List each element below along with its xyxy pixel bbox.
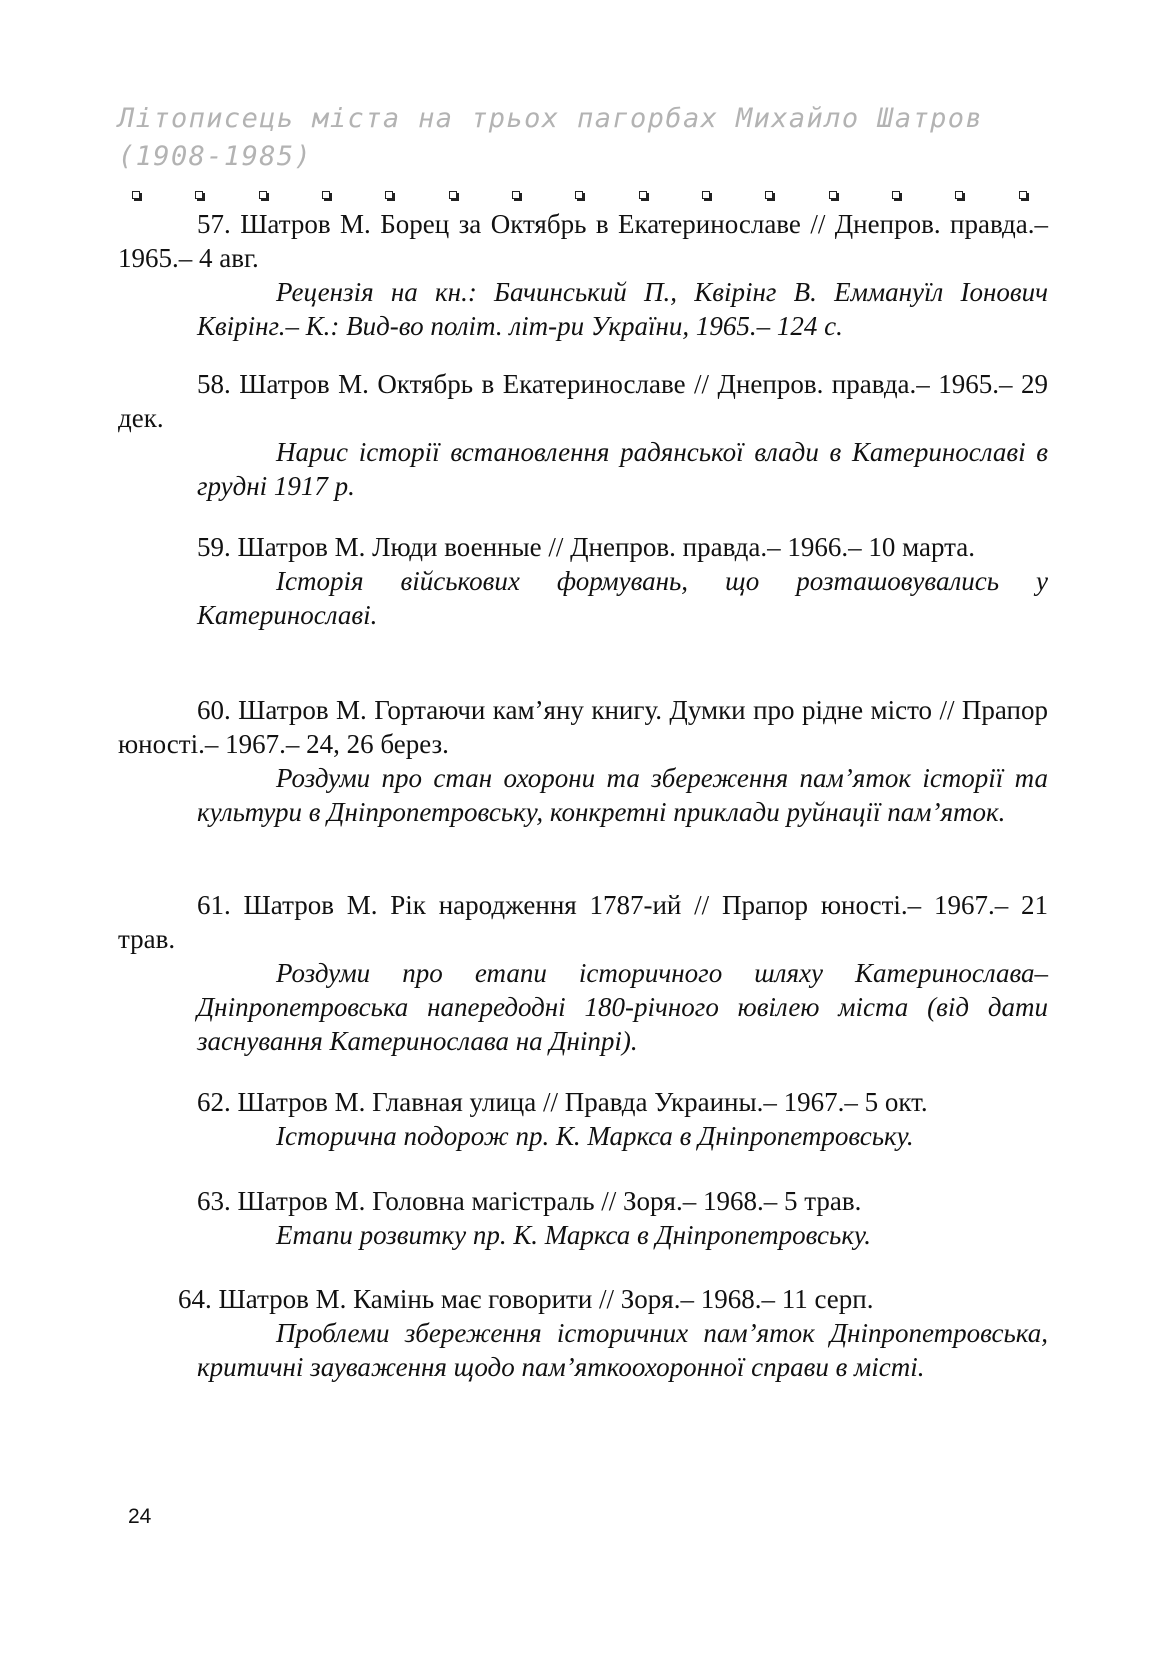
bibliography-entry-61 [118,888,1048,1058]
entry-citation: 63. Шатров М. Головна магістраль // Зоря.– 1968.– 5 трав. [197,1186,862,1216]
entry-annotation: Роздуми про етапи історичного шляху Катеринослава–Дніпропетровська напередодні 180-річного ювілею міста (від дати заснування Катеринослава на Дніпрі). [197,958,1048,1056]
square-bullet-icon [512,191,520,199]
square-bullet-icon [575,191,583,199]
square-bullet-icon [765,191,773,199]
entry-citation: 58. Шатров М. Октябрь в Екатеринославе // Днепров. правда.– 1965.– 29 дек. [118,369,1048,433]
entry-citation: 64. Шатров М. Камінь має говорити // Зоря.– 1968.– 11 серп. [178,1284,874,1314]
entry-annotation: Проблеми збереження історичних пам’яток Дніпропетровська, критичні зауваження щодо пам’яткоохоронної справи в місті. [197,1318,1048,1382]
bullet-divider [132,188,1027,202]
square-bullet-icon [322,191,330,199]
bibliography-entry-60 [118,693,1048,829]
entry-annotation: Етапи розвитку пр. К. Маркса в Дніпропетровську. [276,1220,871,1250]
square-bullet-icon [259,191,267,199]
entry-annotation: Історична подорож пр. К. Маркса в Дніпропетровську. [276,1121,914,1151]
square-bullet-icon [1019,191,1027,199]
entry-citation: 60. Шатров М. Гортаючи кам’яну книгу. Думки про рідне місто // Прапор юності.– 1967.– 24, 26 берез. [118,695,1048,759]
entry-citation: 62. Шатров М. Главная улица // Правда Украины.– 1967.– 5 окт. [197,1087,928,1117]
bibliography-entry-59 [118,530,1048,632]
entry-citation: 59. Шатров М. Люди военные // Днепров. правда.– 1966.– 10 марта. [197,532,976,562]
square-bullet-icon [449,191,457,199]
square-bullet-icon [702,191,710,199]
bibliography-entry-64 [118,1282,1048,1384]
bibliography-entry-57 [118,207,1048,343]
square-bullet-icon [639,191,647,199]
entry-annotation: Роздуми про стан охорони та збереження пам’яток історії та культури в Дніпропетровську, конкретні приклади руйнації пам’яток. [197,763,1048,827]
square-bullet-icon [385,191,393,199]
bibliography-entry-62 [118,1085,1048,1153]
entry-annotation: Рецензія на кн.: Бачинський П., Квірінг В. Еммануїл Іонович Квірінг.– К.: Вид-во політ. літ-ри України, 1965.– 124 с. [197,277,1048,341]
bibliography-entry-63 [118,1184,1048,1252]
entry-annotation: Нарис історії встановлення радянської влади в Катеринославі в грудні 1917 р. [197,437,1048,501]
entry-citation: 57. Шатров М. Борец за Октябрь в Екатеринославе // Днепров. правда.– 1965.– 4 авг. [118,209,1048,273]
page-number: 24 [128,1505,152,1528]
entry-citation: 61. Шатров М. Рік народження 1787-ий // Прапор юності.– 1967.– 21 трав. [118,890,1048,954]
square-bullet-icon [132,191,140,199]
entry-annotation: Історія військових формувань, що розташовувались у Катеринославі. [197,566,1048,630]
bibliography-entry-58 [118,367,1048,503]
running-title: Літописець міста на трьох пагорбах Михайло Шатров (1908-1985) [118,103,984,172]
square-bullet-icon [195,191,203,199]
square-bullet-icon [829,191,837,199]
square-bullet-icon [892,191,900,199]
square-bullet-icon [955,191,963,199]
